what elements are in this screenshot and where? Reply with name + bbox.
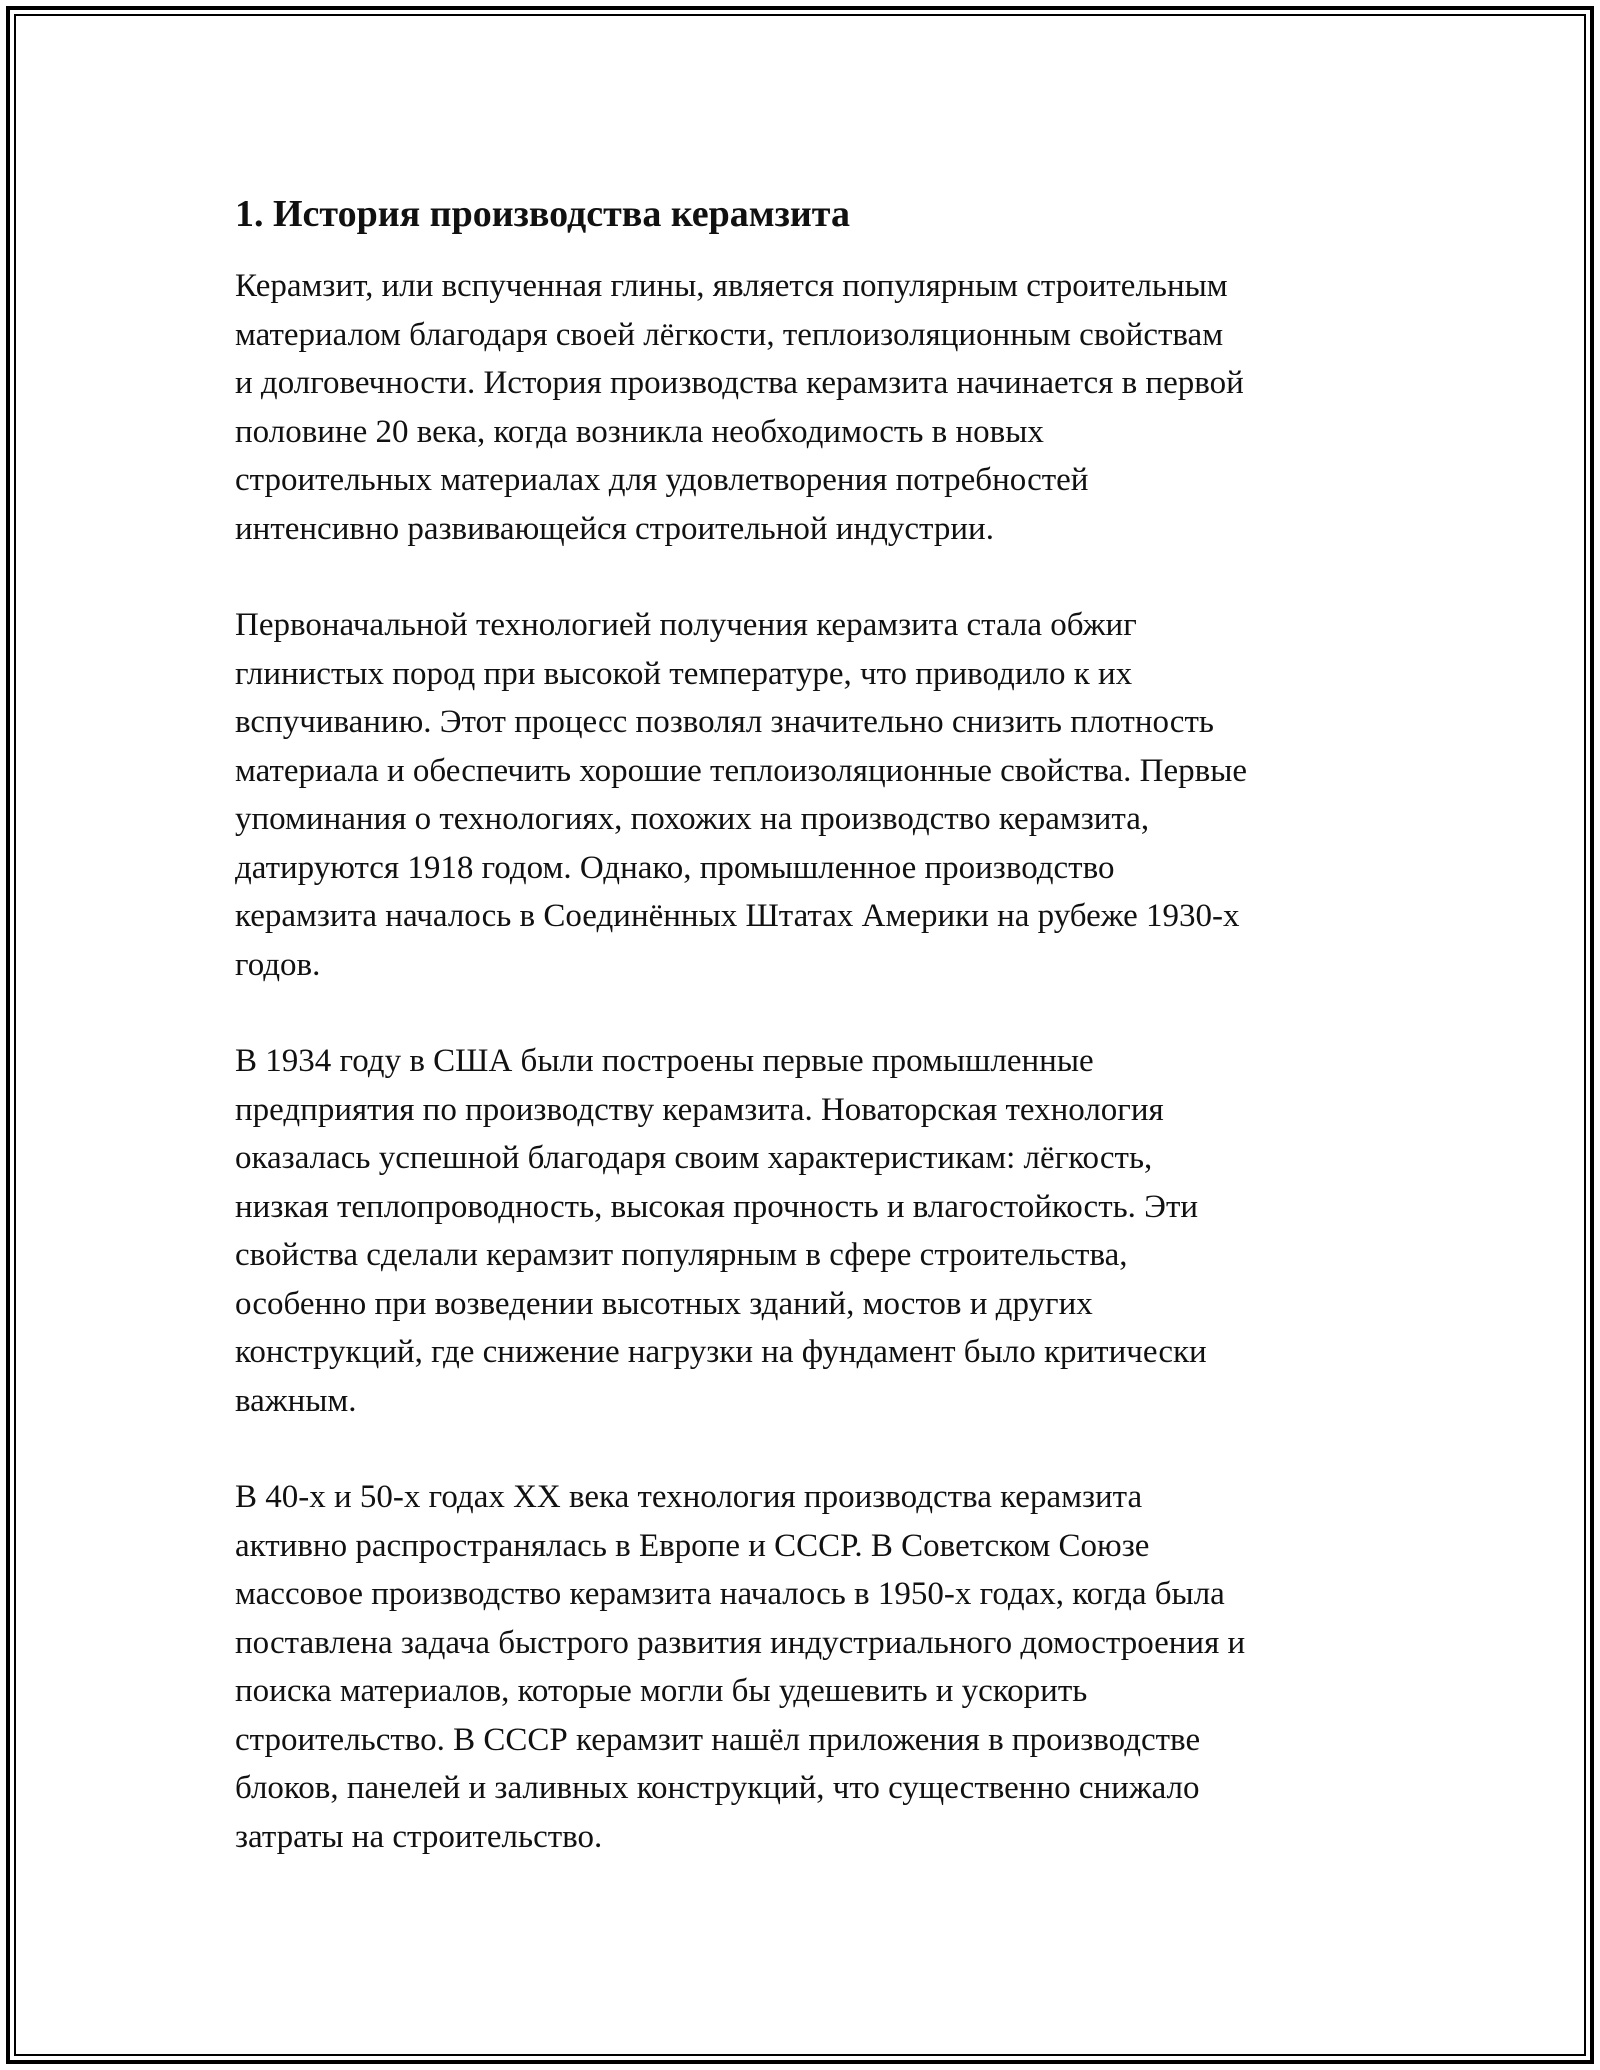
paragraph-4: В 40-х и 50-х годах XX века технология производства керамзита активно распространялась в Европе и СССР. В Советском Союзе массовое производство керамзита началось в 1950-х годах, когда была поставлена задача быстрого развития индустриального домостроения и поиска материалов, которые могли бы удешевить и ускорить строительство. В СССР керамзит нашёл приложения в производстве блоков, панелей и заливных конструкций, что существенно снижало затраты на строительство.	[235, 1479, 1246, 1855]
document-body	[235, 186, 1375, 1909]
paragraph-2: Первоначальной технологией получения керамзита стала обжиг глинистых пород при высокой температуре, что приводило к их вспучиванию. Этот процесс позволял значительно снизить плотность материала и обеспечить хорошие теплоизоляционные свойства. Первые упоминания о технологиях, похожих на производство керамзита, датируются 1918 годом. Однако, промышленное производство керамзита началось в Соединённых Штатах Америки на рубеже 1930-х годов.	[235, 607, 1248, 983]
paragraph-1: Керамзит, или вспученная глины, является популярным строительным материалом благодаря своей лёгкости, теплоизоляционным свойствам и долговечности. История производства керамзита начинается в первой половине 20 века, когда возникла необходимость в новых строительных материалах для удовлетворения потребностей интенсивно развивающейся строительной индустрии.	[235, 268, 1244, 547]
section-heading: 1. История производства керамзита	[235, 193, 850, 235]
paragraph-3: В 1934 году в США были построены первые промышленные предприятия по производству керамзита. Новаторская технология оказалась успешной благодаря своим характеристикам: лёгкость, низкая теплопроводность, высокая прочность и влагостойкость. Эти свойства сделали керамзит популярным в сфере строительства, особенно при возведении высотных зданий, мостов и других конструкций, где снижение нагрузки на фундамент было критически важным.	[235, 1043, 1207, 1419]
